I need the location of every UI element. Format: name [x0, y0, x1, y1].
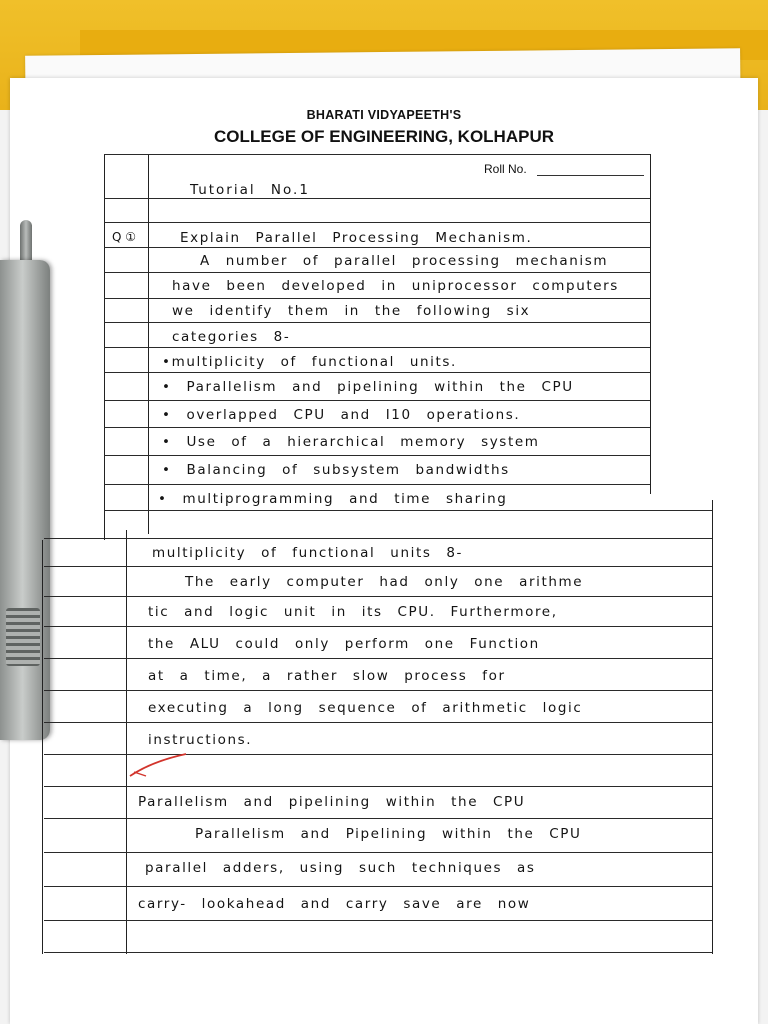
ruled-line [104, 347, 650, 348]
note-line: parallel adders, using such techniques as [145, 860, 536, 876]
note-line: The early computer had only one arithme [185, 574, 584, 590]
ruled-line [44, 596, 712, 597]
ruled-line [104, 298, 650, 299]
ruled-line [44, 920, 712, 921]
roll-number-field [537, 175, 644, 176]
ruled-line [44, 886, 712, 887]
ruled-line [44, 852, 712, 853]
ruled-line [104, 222, 650, 223]
left-border-mid [104, 200, 105, 540]
note-line: we identify them in the following six [172, 303, 531, 319]
note-line: Parallelism and Pipelining within the CPU [195, 826, 582, 842]
margin-line [148, 154, 149, 534]
note-line: the ALU could only perform one Function [148, 636, 540, 652]
note-line: tic and logic unit in its CPU. Furthermore, [148, 604, 558, 620]
tutorial-title: Tutorial No.1 [190, 182, 310, 198]
note-line: Explain Parallel Processing Mechanism. [180, 230, 533, 246]
ruled-line [44, 658, 712, 659]
note-line: at a time, a rather slow process for [148, 668, 506, 684]
note-line: instructions. [148, 732, 253, 748]
ruled-line [104, 272, 650, 273]
ruled-line [104, 455, 650, 456]
note-line: • Parallelism and pipelining within the CPU [162, 379, 574, 395]
clip-grip [6, 608, 40, 666]
note-line: • multiprogramming and time sharing [158, 491, 508, 507]
red-checkmark [128, 750, 188, 778]
note-line: categories 8- [172, 329, 291, 345]
ruled-line [44, 818, 712, 819]
question-number: Q ① [112, 230, 137, 244]
margin-line-lower [126, 530, 127, 954]
right-border-lower [712, 500, 713, 954]
ruled-line [104, 400, 650, 401]
ruled-line [104, 198, 650, 199]
ruled-line [104, 510, 712, 511]
college-name: COLLEGE OF ENGINEERING, KOLHAPUR [213, 127, 555, 146]
ruled-line [44, 786, 712, 787]
right-border [650, 154, 651, 494]
top-rule [104, 154, 650, 155]
note-line: •multiplicity of functional units. [162, 354, 457, 370]
left-border [104, 154, 105, 204]
note-line: • Use of a hierarchical memory system [162, 434, 540, 450]
note-line: • Balancing of subsystem bandwidths [162, 462, 510, 478]
ruled-line [44, 566, 712, 567]
roll-number-label: Roll No. [484, 162, 527, 176]
institution-name: BHARATI VIDYAPEETH'S [306, 108, 462, 122]
ruled-line [44, 722, 712, 723]
ruled-line [44, 952, 712, 953]
ruled-line [104, 247, 650, 248]
ruled-line [44, 626, 712, 627]
note-line: carry- lookahead and carry save are now [138, 896, 531, 912]
note-line: • overlapped CPU and I10 operations. [162, 407, 521, 423]
note-line: Parallelism and pipelining within the CPU [138, 794, 526, 810]
ruled-line [44, 538, 712, 539]
note-line: A number of parallel processing mechanism [200, 253, 609, 269]
ruled-line [104, 322, 650, 323]
note-line: executing a long sequence of arithmetic logic [148, 700, 583, 716]
note-line: have been developed in uniprocessor computers [172, 278, 619, 294]
ruled-line [104, 484, 650, 485]
note-line: multiplicity of functional units 8- [152, 545, 464, 561]
left-border-lower [42, 540, 43, 954]
ruled-line [104, 372, 650, 373]
ruled-line [44, 690, 712, 691]
ruled-line [104, 427, 650, 428]
